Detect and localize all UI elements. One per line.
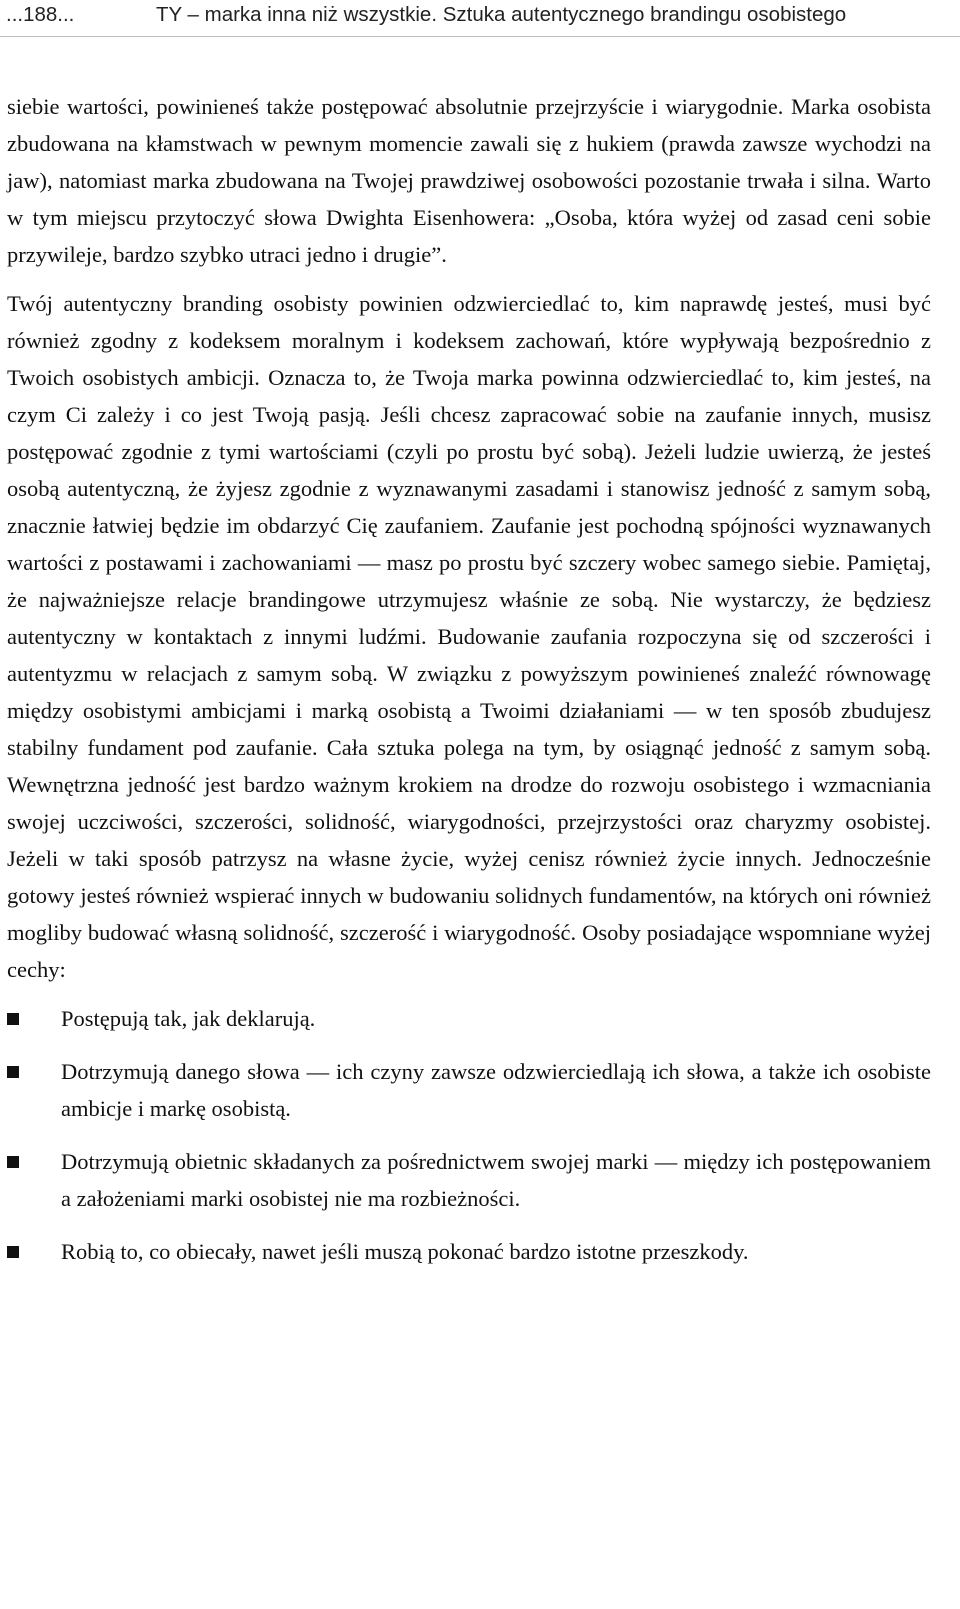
- list-item-text: Robią to, co obiecały, nawet jeśli muszą pokonać bardzo istotne przeszkody.: [61, 1239, 749, 1264]
- paragraph-1: siebie wartości, powinieneś także postępować absolutnie przejrzyście i wiarygodnie. Marka osobista zbudowana na kłamstwach w pewnym momencie zawali się z hukiem (prawda zawsze wychodzi na jaw), natomiast marka zbudowana na Twojej prawdziwej osobowości pozostanie trwała i silna. Warto w tym miejscu przytoczyć słowa Dwighta Eisenhowera: „Osoba, która wyżej od zasad ceni sobie przywileje, bardzo szybko utraci jedno i drugie”.: [7, 94, 931, 267]
- chapter-title: TY – marka inna niż wszystkie. Sztuka autentycznego brandingu osobistego: [156, 3, 847, 26]
- running-header: [6, 2, 954, 28]
- page-number: ...188...: [6, 3, 75, 26]
- square-bullet-icon: [7, 1066, 19, 1078]
- square-bullet-icon: [7, 1156, 19, 1168]
- list-item: [7, 1000, 931, 1037]
- list-item-text: Dotrzymują obietnic składanych za pośrednictwem swojej marki — między ich postępowaniem a założeniami marki osobistej nie ma rozbieżności.: [61, 1149, 931, 1211]
- list-item-text: Dotrzymują danego słowa — ich czyny zawsze odzwierciedlają ich słowa, a także ich osobiste ambicje i markę osobistą.: [61, 1059, 931, 1121]
- list-item-text: Postępują tak, jak deklarują.: [61, 1006, 316, 1031]
- list-item: [7, 1233, 931, 1270]
- list-item: [7, 1143, 931, 1217]
- square-bullet-icon: [7, 1246, 19, 1258]
- bullet-list: [7, 1000, 931, 1270]
- square-bullet-icon: [7, 1013, 19, 1025]
- paragraph-2: Twój autentyczny branding osobisty powinien odzwierciedlać to, kim naprawdę jesteś, musi być również zgodny z kodeksem moralnym i kodeksem zachowań, które wypływają bezpośrednio z Twoich osobistych ambicji. Oznacza to, że Twoja marka powinna odzwierciedlać to, kim jesteś, na czym Ci zależy i co jest Twoją pasją. Jeśli chcesz zapracować sobie na zaufanie innych, musisz postępować zgodnie z tymi wartościami (czyli po prostu być sobą). Jeżeli ludzie uwierzą, że jesteś osobą autentyczną, że żyjesz zgodnie z wyznawanymi zasadami i stanowisz jedność z samym sobą, znacznie łatwiej będzie im obdarzyć Cię zaufaniem. Zaufanie jest pochodną spójności wyznawanych wartości z postawami i zachowaniami — masz po prostu być szczery wobec samego siebie. Pamiętaj, że najważniejsze relacje brandingowe utrzymujesz właśnie ze sobą. Nie wystarczy, że będziesz autentyczny w kontaktach z innymi ludźmi. Budowanie zaufania rozpoczyna się od szczerości i autentyzmu w relacjach z samym sobą. W związku z powyższym powinieneś znaleźć równowagę między osobistymi ambicjami i marką osobistą a Twoimi działaniami — w ten sposób zbudujesz stabilny fundament pod zaufanie. Cała sztuka polega na tym, by osiągnąć jedność z samym sobą. Wewnętrzna jedność jest bardzo ważnym krokiem na drodze do rozwoju osobistego i wzmacniania swojej uczciwości, szczerości, solidność, wiarygodności, przejrzystości oraz charyzmy osobistej. Jeżeli w taki sposób patrzysz na własne życie, wyżej cenisz również życie innych. Jednocześnie gotowy jesteś również wspierać innych w budowaniu solidnych fundamentów, na których oni również mogliby budować własną solidność, szczerość i wiarygodność. Osoby posiadające wspomniane wyżej cechy:: [7, 291, 931, 982]
- list-item: [7, 1053, 931, 1127]
- header-divider: [0, 36, 960, 37]
- page-body: [7, 88, 931, 1270]
